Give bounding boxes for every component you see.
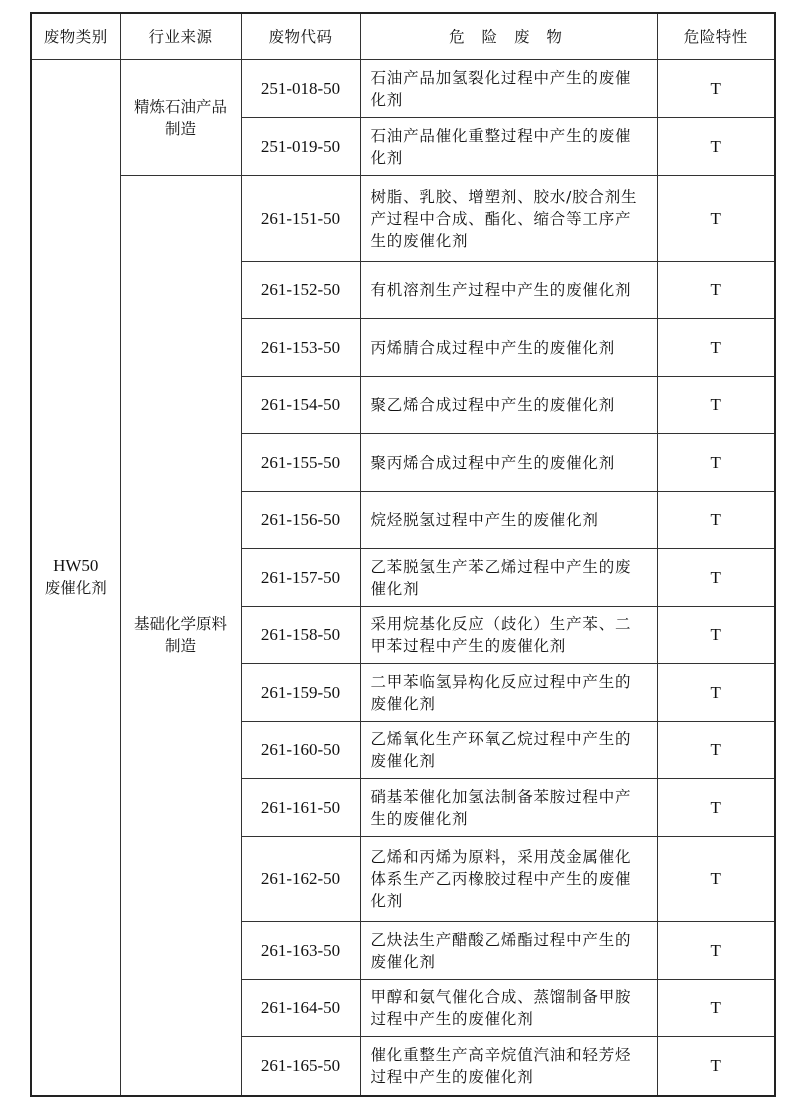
hazard-characteristic-cell: T [657, 262, 775, 319]
waste-code-cell: 251-018-50 [241, 60, 360, 118]
hazardous-waste-description: 硝基苯催化加氢法制备苯胺过程中产生的废催化剂 [360, 779, 657, 837]
hazard-characteristic-cell: T [657, 176, 775, 262]
header-hazardous-waste: 危 险 废 物 [360, 13, 657, 60]
table-body [31, 60, 775, 1096]
hazardous-waste-description: 聚丙烯合成过程中产生的废催化剂 [360, 434, 657, 492]
hazardous-waste-table [30, 12, 776, 1097]
industry-source-cell: 精炼石油产品制造 [120, 60, 241, 176]
hazardous-waste-description: 甲醇和氨气催化合成、蒸馏制备甲胺过程中产生的废催化剂 [360, 980, 657, 1037]
waste-code-cell: 261-159-50 [241, 664, 360, 722]
hazardous-waste-description: 二甲苯临氢异构化反应过程中产生的废催化剂 [360, 664, 657, 722]
waste-code-cell: 261-154-50 [241, 377, 360, 434]
hazardous-waste-description: 乙烯和丙烯为原料，采用茂金属催化体系生产乙丙橡胶过程中产生的废催化剂 [360, 837, 657, 922]
hazardous-waste-description: 聚乙烯合成过程中产生的废催化剂 [360, 377, 657, 434]
waste-code-cell: 261-155-50 [241, 434, 360, 492]
waste-code-cell: 261-165-50 [241, 1037, 360, 1096]
hazard-characteristic-cell: T [657, 837, 775, 922]
hazard-characteristic-cell: T [657, 118, 775, 176]
hazard-characteristic-cell: T [657, 922, 775, 980]
table-row [31, 176, 775, 262]
hazardous-waste-description: 催化重整生产高辛烷值汽油和轻芳烃过程中产生的废催化剂 [360, 1037, 657, 1096]
waste-category-name: 废催化剂 [44, 579, 107, 598]
waste-code-cell: 261-151-50 [241, 176, 360, 262]
hazardous-waste-description: 有机溶剂生产过程中产生的废催化剂 [360, 262, 657, 319]
hazard-characteristic-cell: T [657, 492, 775, 549]
waste-code-cell: 261-157-50 [241, 549, 360, 607]
hazardous-waste-description: 采用烷基化反应（歧化）生产苯、二甲苯过程中产生的废催化剂 [360, 607, 657, 664]
waste-code-cell: 261-156-50 [241, 492, 360, 549]
hazardous-waste-description: 石油产品催化重整过程中产生的废催化剂 [360, 118, 657, 176]
header-hazard-characteristic: 危险特性 [657, 13, 775, 60]
hazard-characteristic-cell: T [657, 319, 775, 377]
waste-code-cell: 261-152-50 [241, 262, 360, 319]
table-header-row [31, 13, 775, 60]
hazardous-waste-description: 烷烃脱氢过程中产生的废催化剂 [360, 492, 657, 549]
hazard-characteristic-cell: T [657, 779, 775, 837]
hazardous-waste-description: 树脂、乳胶、增塑剂、胶水/胶合剂生产过程中合成、酯化、缩合等工序产生的废催化剂 [360, 176, 657, 262]
waste-code-cell: 261-153-50 [241, 319, 360, 377]
waste-category-code: HW50 [53, 556, 99, 576]
hazard-characteristic-cell: T [657, 980, 775, 1037]
hazardous-waste-description: 丙烯腈合成过程中产生的废催化剂 [360, 319, 657, 377]
industry-source-cell: 基础化学原料制造 [120, 176, 241, 1096]
waste-code-cell: 251-019-50 [241, 118, 360, 176]
table-row [31, 60, 775, 118]
hazardous-waste-description: 乙烯氧化生产环氧乙烷过程中产生的废催化剂 [360, 722, 657, 779]
hazard-characteristic-cell: T [657, 607, 775, 664]
hazard-characteristic-cell: T [657, 60, 775, 118]
hazard-characteristic-cell: T [657, 434, 775, 492]
hazardous-waste-description: 乙炔法生产醋酸乙烯酯过程中产生的废催化剂 [360, 922, 657, 980]
waste-code-cell: 261-163-50 [241, 922, 360, 980]
hazardous-waste-description: 乙苯脱氢生产苯乙烯过程中产生的废催化剂 [360, 549, 657, 607]
waste-code-cell: 261-161-50 [241, 779, 360, 837]
waste-category-cell [31, 60, 120, 1096]
hazard-characteristic-cell: T [657, 664, 775, 722]
hazard-characteristic-cell: T [657, 377, 775, 434]
waste-code-cell: 261-158-50 [241, 607, 360, 664]
hazard-characteristic-cell: T [657, 1037, 775, 1096]
header-waste-code: 废物代码 [241, 13, 360, 60]
hazard-characteristic-cell: T [657, 722, 775, 779]
hazard-characteristic-cell: T [657, 549, 775, 607]
waste-code-cell: 261-164-50 [241, 980, 360, 1037]
waste-code-cell: 261-160-50 [241, 722, 360, 779]
header-category: 废物类别 [31, 13, 120, 60]
hazardous-waste-description: 石油产品加氢裂化过程中产生的废催化剂 [360, 60, 657, 118]
header-industry-source: 行业来源 [120, 13, 241, 60]
waste-code-cell: 261-162-50 [241, 837, 360, 922]
